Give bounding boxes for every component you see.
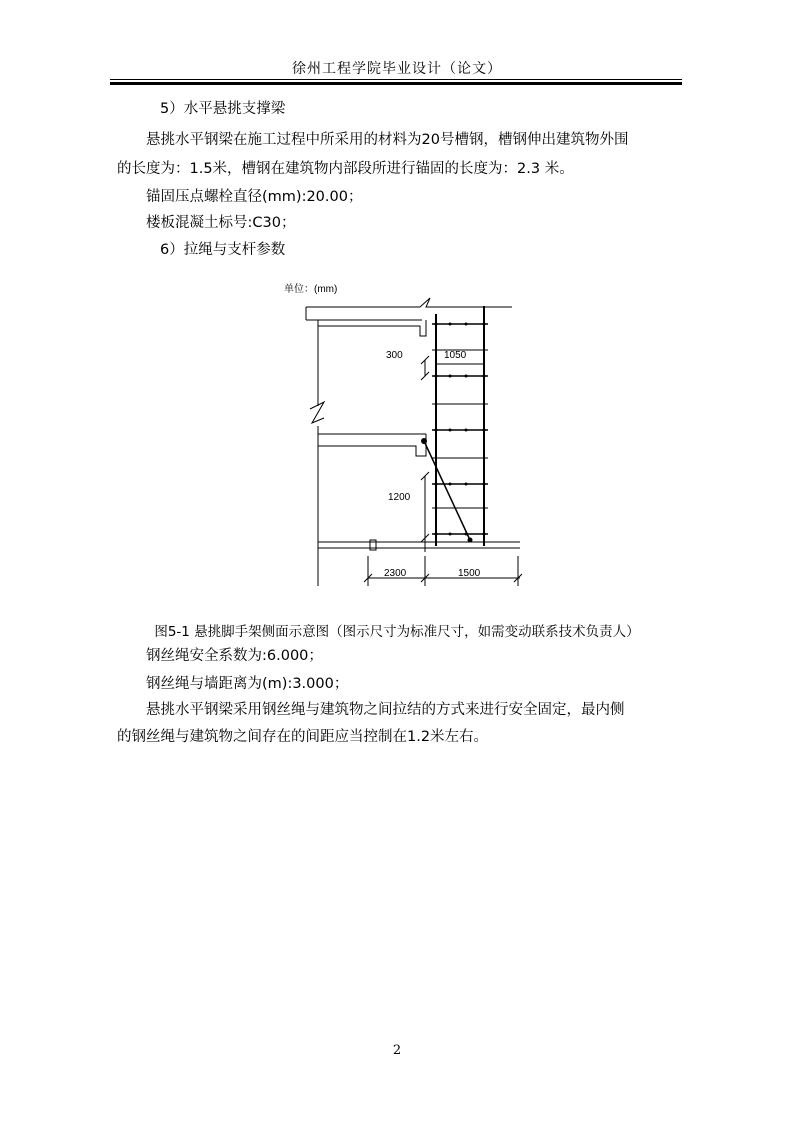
figure-caption: 图5-1 悬挑脚手架侧面示意图（图示尺寸为标准尺寸，如需变动联系技术负责人） <box>154 624 640 640</box>
section6-heading: 6）拉绳与支杆参数 <box>160 242 286 258</box>
header-rule-thick <box>110 82 682 85</box>
top-slab-line <box>306 298 512 307</box>
paragraph2-line2: 的钢丝绳与建筑物之间存在的间距应当控制在1.2米左右。 <box>117 729 489 745</box>
rope-safety-factor-text: 钢丝绳安全系数为:6.000； <box>146 648 323 664</box>
unit-label: 单位：(mm) <box>284 284 338 295</box>
dim-1200: 1200 <box>388 492 411 503</box>
page-number: 2 <box>392 1043 402 1058</box>
header-rule-thin <box>110 79 682 80</box>
dim-2300: 2300 <box>384 568 407 579</box>
dim-300: 300 <box>386 350 403 361</box>
scaffold-diagram <box>280 276 530 596</box>
dim-1500: 1500 <box>458 568 481 579</box>
bolt-diameter-text: 锚固压点螺栓直径(mm):20.00； <box>146 189 363 205</box>
dim-1050: 1050 <box>444 350 467 361</box>
page-header: 徐州工程学院毕业设计（论文） <box>292 61 502 77</box>
paragraph1-line2: 的长度为：1.5米，槽钢在建筑物内部段所进行锚固的长度为：2.3 米。 <box>117 161 574 177</box>
concrete-grade-text: 楼板混凝土标号:C30； <box>146 215 296 231</box>
paragraph2-line1: 悬挑水平钢梁采用钢丝绳与建筑物之间拉结的方式来进行安全固定，最内侧 <box>146 702 625 718</box>
rope-wall-distance-text: 钢丝绳与墙距离为(m):3.000； <box>146 676 349 692</box>
section5-heading: 5）水平悬挑支撑梁 <box>160 101 286 117</box>
paragraph1-line1: 悬挑水平钢梁在施工过程中所采用的材料为20号槽钢，槽钢伸出建筑物外围 <box>146 132 629 148</box>
